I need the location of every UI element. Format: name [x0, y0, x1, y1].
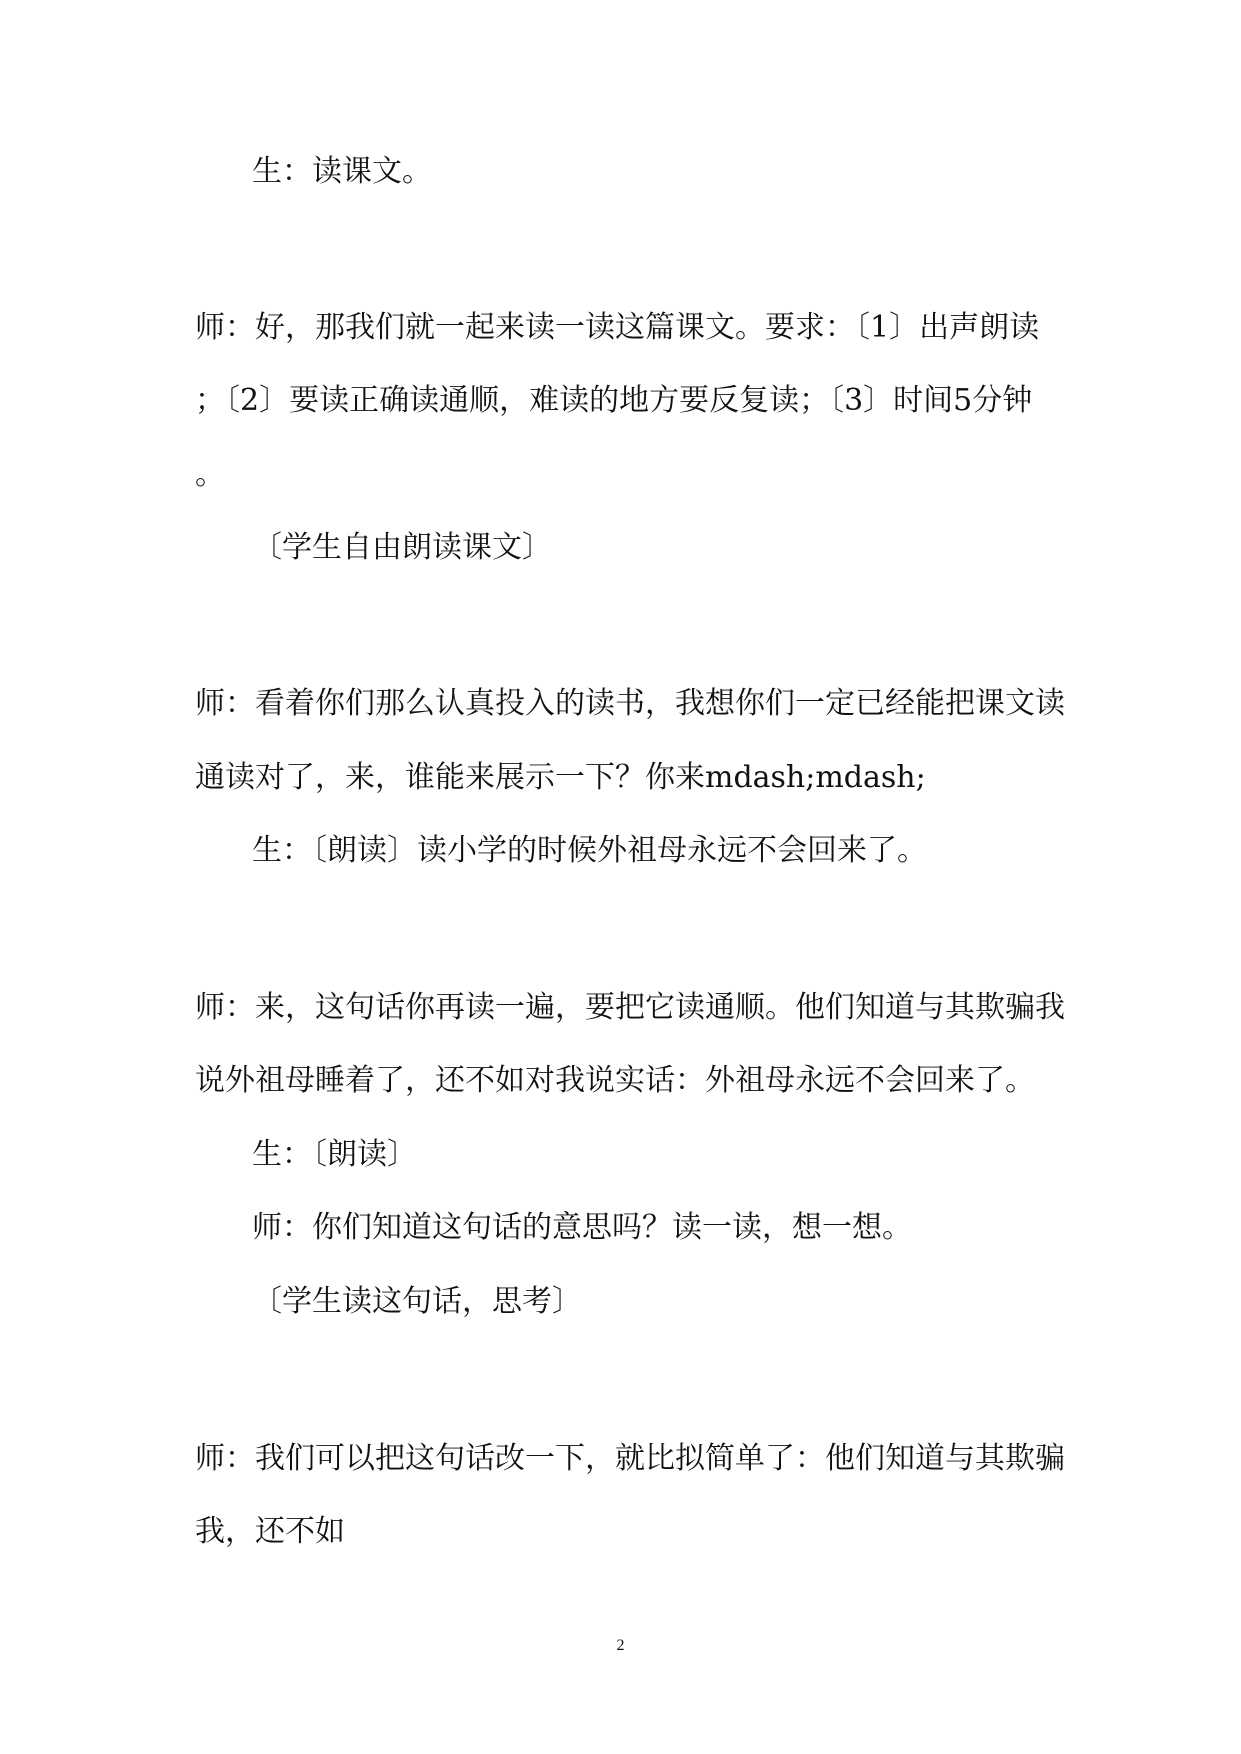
paragraph-line-7: 通读对了，来，谁能来展示一下？你来mdash;mdash;: [195, 760, 926, 795]
paragraph-line-11: 生：〔朗读〕: [252, 1137, 417, 1172]
paragraph-line-2: 师：好，那我们就一起来读一读这篇课文。要求：〔1〕出声朗读: [195, 310, 1040, 345]
paragraph-line-3: ；〔2〕要读正确读通顺，难读的地方要反复读；〔3〕时间5分钟: [195, 383, 1033, 418]
paragraph-line-8: 生：〔朗读〕读小学的时候外祖母永远不会回来了。: [252, 833, 927, 868]
paragraph-line-5: 〔学生自由朗读课文〕: [252, 530, 552, 565]
paragraph-line-4: 。: [195, 457, 225, 492]
paragraph-line-6: 师：看着你们那么认真投入的读书，我想你们一定已经能把课文读: [195, 686, 1065, 721]
page-number: 2: [616, 1637, 625, 1654]
paragraph-line-1: 生：读课文。: [252, 154, 432, 189]
paragraph-line-10: 说外祖母睡着了，还不如对我说实话：外祖母永远不会回来了。: [195, 1063, 1035, 1098]
paragraph-line-9: 师：来，这句话你再读一遍，要把它读通顺。他们知道与其欺骗我: [195, 990, 1065, 1025]
paragraph-line-12: 师：你们知道这句话的意思吗？读一读，想一想。: [252, 1210, 912, 1245]
paragraph-line-13: 〔学生读这句话，思考〕: [252, 1284, 582, 1319]
paragraph-line-15: 我，还不如: [195, 1514, 345, 1549]
paragraph-line-14: 师：我们可以把这句话改一下，就比拟简单了：他们知道与其欺骗: [195, 1441, 1065, 1476]
